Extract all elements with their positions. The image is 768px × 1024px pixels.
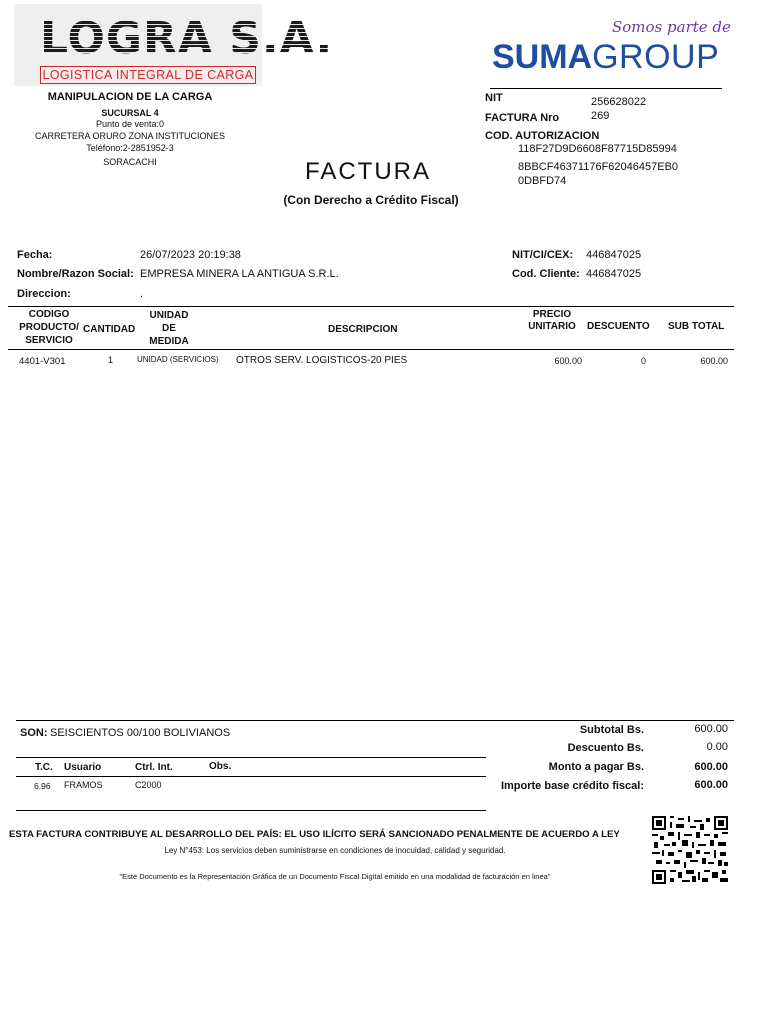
client-name: EMPRESA MINERA LA ANTIGUA S.R.L. <box>140 268 339 280</box>
meta-obs-label: Obs. <box>209 761 232 772</box>
discount-label: Descuento Bs. <box>567 742 644 754</box>
meta-tc: 6.96 <box>34 781 51 791</box>
footer-legal: ESTA FACTURA CONTRIBUYE AL DESARROLLO DEL PAÍS: EL USO ILÍCITO SERÁ SANCIONADO PENALMENTE DE ACUERDO A LEY <box>9 829 620 840</box>
col-header-unit-l1: UNIDAD <box>149 310 189 321</box>
meta-ctrl-label: Ctrl. Int. <box>135 762 173 773</box>
table-header-line <box>8 349 734 350</box>
invoice-auth-line2: 8BBCF46371176F62046457EB0 <box>518 161 679 173</box>
invoice-number-label: FACTURA Nro <box>485 112 560 124</box>
company-logo-subtitle: LOGISTICA INTEGRAL DE CARGA <box>40 66 256 84</box>
client-nit: 446847025 <box>586 249 642 261</box>
son-divider <box>16 757 486 758</box>
client-address-label: Direccion: <box>17 288 71 300</box>
invoice-auth-label: COD. AUTORIZACION <box>485 130 600 142</box>
date-value: 26/07/2023 20:19:38 <box>140 249 241 261</box>
payable-label: Monto a pagar Bs. <box>548 761 644 773</box>
totals-top-line <box>16 720 734 721</box>
col-header-price-l1: PRECIO <box>532 309 572 320</box>
company-pos: Punto de venta:0 <box>95 119 165 129</box>
meta-user-label: Usuario <box>64 762 102 773</box>
client-nit-label: NIT/CI/CEX: <box>512 249 574 261</box>
row-code: 4401-V301 <box>19 356 66 367</box>
client-code-label: Cod. Cliente: <box>512 268 580 280</box>
col-header-code-l1: CODIGO <box>28 309 70 320</box>
invoice-nit-label: NIT <box>485 92 503 104</box>
company-logo-text: LOGRA S.A. <box>40 13 334 64</box>
col-header-price <box>515 309 589 333</box>
col-header-code <box>12 308 86 347</box>
header-divider <box>490 88 722 89</box>
col-header-code-l3: SERVICIO <box>25 335 73 346</box>
base-value: 600.00 <box>694 779 728 791</box>
col-header-unit <box>138 309 200 348</box>
row-subtotal: 600.00 <box>700 356 728 366</box>
meta-user: FRAMOS <box>64 780 103 790</box>
row-desc: OTROS SERV. LOGISTICOS-20 PIES <box>236 355 408 366</box>
company-branch: SUCURSAL 4 <box>101 108 159 118</box>
client-name-label: Nombre/Razon Social: <box>17 268 134 280</box>
client-code: 446847025 <box>586 268 642 280</box>
invoice-number: 269 <box>591 110 610 122</box>
col-header-discount: DESCUENTO <box>587 321 650 332</box>
footer-digital-note: "Este Documento es la Representación Gráfica de un Documento Fiscal Digital emitido en una modalidad de facturación en linea" <box>119 872 551 881</box>
subtotal-value: 600.00 <box>694 723 728 735</box>
col-header-desc: DESCRIPCION <box>328 324 398 335</box>
payable-value: 600.00 <box>694 761 728 773</box>
invoice-title: FACTURA <box>304 158 431 185</box>
date-label: Fecha: <box>17 249 53 261</box>
group-logo <box>492 38 719 76</box>
company-dept: MANIPULACION DE LA CARGA <box>47 91 213 103</box>
meta-ctrl: C2000 <box>135 780 162 790</box>
group-tagline: Somos parte de <box>612 18 731 36</box>
group-logo-bold: SUMA <box>492 38 593 76</box>
base-label: Importe base crédito fiscal: <box>500 780 644 792</box>
row-price: 600.00 <box>554 356 582 366</box>
meta-header-line <box>16 776 486 777</box>
discount-value: 0.00 <box>706 741 728 753</box>
col-header-price-l2: UNITARIO <box>528 321 576 332</box>
invoice-auth-line1: 118F27D9D6608F87715D85994 <box>518 143 677 155</box>
invoice-subtitle: (Con Derecho a Crédito Fiscal) <box>283 193 459 207</box>
table-top-line <box>8 306 734 307</box>
col-header-unit-l3: MEDIDA <box>149 336 189 347</box>
qr-code-icon <box>652 816 728 884</box>
invoice-nit: 256628022 <box>591 96 647 108</box>
company-city: SORACACHI <box>103 157 157 167</box>
col-header-subtotal: SUB TOTAL <box>668 321 725 332</box>
subtotal-label: Subtotal Bs. <box>579 724 644 736</box>
row-qty: 1 <box>108 355 114 365</box>
meta-tc-label: T.C. <box>35 762 53 773</box>
col-header-qty: CANTIDAD <box>83 324 136 335</box>
meta-bottom-line <box>16 810 486 811</box>
footer-law: Ley N°453: Los servicios deben suministrarse en condiciones de inocuidad, calidad y seguridad. <box>164 846 506 855</box>
row-unit: UNIDAD (SERVICIOS) <box>137 355 219 364</box>
row-discount: 0 <box>640 356 646 366</box>
son-label: SON: <box>20 727 48 739</box>
company-phone: Teléfono:2-2851952-3 <box>86 143 174 153</box>
client-address: . <box>140 288 144 300</box>
invoice-auth-line3: 0DBFD74 <box>518 175 567 187</box>
company-address: CARRETERA ORURO ZONA INSTITUCIONES <box>34 131 226 141</box>
col-header-unit-l2: DE <box>162 323 176 334</box>
group-logo-light: GROUP <box>592 38 720 76</box>
son-text: SEISCIENTOS 00/100 BOLIVIANOS <box>50 727 231 739</box>
col-header-code-l2: PRODUCTO/ <box>19 322 79 333</box>
